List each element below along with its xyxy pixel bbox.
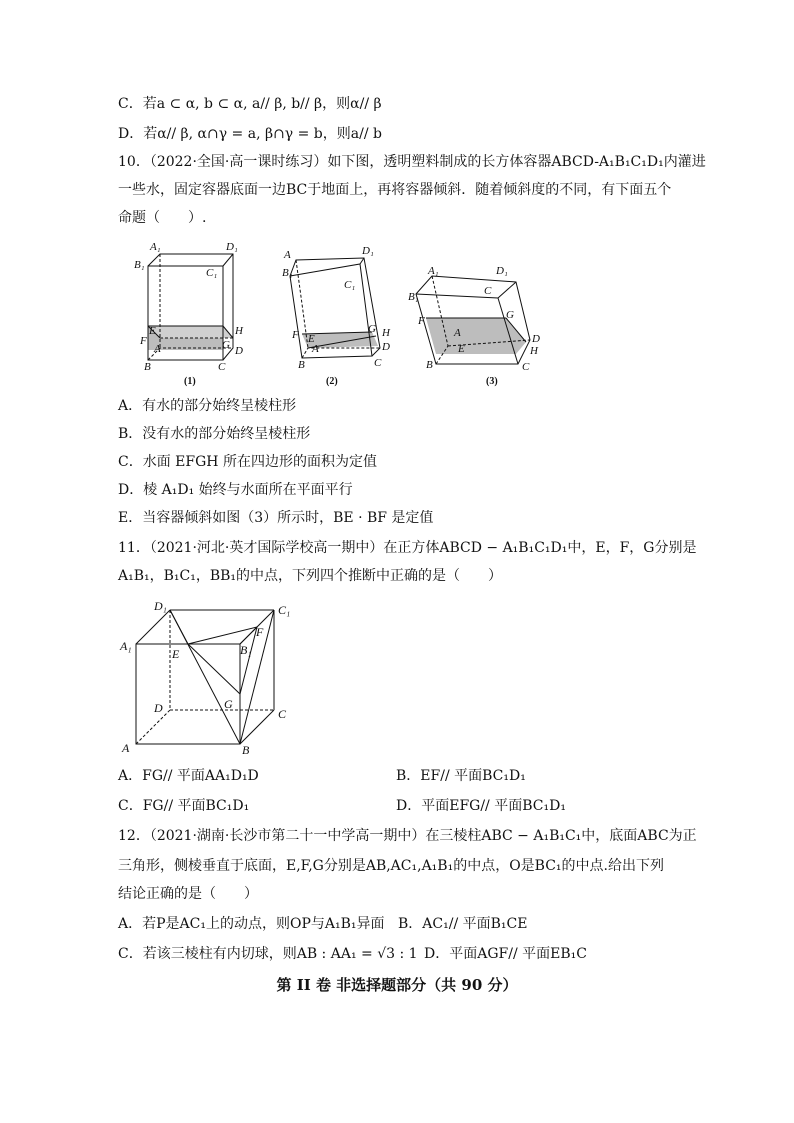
q11-cube-figure [118, 596, 308, 756]
q12-option-d: D．平面AGF// 平面EB₁C [424, 946, 587, 962]
fig3-label-d: D [532, 333, 540, 345]
fig1-label-f: F [140, 335, 147, 347]
fig3-label-a: A [454, 327, 461, 339]
fig1-label-b: B [144, 361, 151, 373]
fig2-label-c: C [374, 357, 382, 369]
fig2-caption: (2) [326, 376, 338, 387]
fig1-label-d: D [235, 345, 243, 357]
cube-label-d: D [154, 701, 163, 715]
q12-stem-line2: 三角形，侧棱垂直于底面，E,F,G分别是AB,AC₁,A₁B₁的中点，O是BC₁的中点.给出下列 [118, 858, 664, 874]
fig1-label-a: A [154, 343, 161, 355]
fig2-label-d: D [382, 341, 390, 353]
fig3-label-c-bottom: C [522, 361, 530, 373]
q12-option-c: C．若该三棱柱有内切球，则AB : AA₁ = √3 : 1 [118, 946, 418, 962]
cube-label-f: F [256, 625, 264, 639]
q10-option-b: B．没有水的部分始终呈棱柱形 [118, 426, 311, 442]
q10-option-a: A．有水的部分始终呈棱柱形 [118, 398, 297, 414]
q12-stem-line1: 12．（2021·湖南·长沙市第二十一中学高一期中）在三棱柱ABC − A₁B₁C₁中，底面ABC为正 [118, 828, 697, 844]
fig2-label-c1: C₁ [344, 279, 356, 291]
fig3-caption: (3) [486, 376, 498, 387]
fig3-label-c: C [484, 285, 492, 297]
cube-label-a1: A₁ [120, 639, 132, 653]
fig2-label-e: E [308, 333, 315, 345]
fig3-label-d1: D₁ [496, 265, 508, 277]
fig3-label-b: B [426, 359, 433, 371]
fig3-label-h: H [530, 345, 538, 357]
q11-option-b: B．EF// 平面BC₁D₁ [396, 768, 526, 784]
q12-stem-line3: 结论正确的是（ ） [118, 886, 258, 902]
fig1-label-d1: D₁ [226, 241, 238, 253]
q11-option-c: C．FG// 平面BC₁D₁ [118, 798, 250, 814]
fig1-label-g: G [222, 339, 230, 351]
cube-label-b: B [242, 743, 250, 756]
fig2-label-d1: D₁ [362, 245, 374, 257]
q12-option-b: B．AC₁// 平面B₁CE [398, 916, 528, 932]
fig1-label-c: C [218, 361, 226, 373]
fig3-label-f: F [418, 315, 425, 327]
fig2-label-a: A [284, 249, 291, 261]
cube-label-d1: D₁ [154, 599, 167, 613]
cube-label-b1: B₁ [240, 643, 252, 657]
q11-stem-line2: A₁B₁，B₁C₁，BB₁的中点，下列四个推断中正确的是（ ） [118, 568, 503, 584]
q10-option-d: D．棱 A₁D₁ 始终与水面所在平面平行 [118, 482, 353, 498]
fig3-label-a1: A₁ [428, 265, 439, 277]
fig1-label-h: H [235, 325, 243, 337]
q11-option-d: D．平面EFG// 平面BC₁D₁ [396, 798, 566, 814]
fig1-label-b1: B₁ [134, 259, 145, 271]
q10-stem-line1: 10．（2022·全国·高一课时练习）如下图，透明塑料制成的长方体容器ABCD-A₁B₁C₁D₁内灌进 [118, 154, 706, 170]
fig1-label-c1: C₁ [206, 267, 218, 279]
cube-label-g: G [224, 697, 233, 711]
q10-option-c: C．水面 EFGH 所在四边形的面积为定值 [118, 454, 377, 470]
q10-stem-line3: 命题（ ）. [118, 210, 207, 226]
fig1-label-e: E [149, 325, 156, 337]
fig2-label-g: G [368, 323, 376, 335]
cube-label-c1: C₁ [278, 603, 291, 617]
q11-stem-line1: 11．（2021·河北·英才国际学校高一期中）在正方体ABCD − A₁B₁C₁D₁中，E，F，G分别是 [118, 540, 697, 556]
fig3-label-e: E [458, 343, 465, 355]
fig2-label-h: H [382, 327, 390, 339]
section-title: 第 II 卷 非选择题部分（共 90 分） [276, 976, 518, 994]
fig2-label-a-lower: A [312, 343, 319, 355]
q10-container-figures [118, 236, 558, 388]
q10-option-e: E．当容器倾斜如图（3）所示时，BE · BF 是定值 [118, 510, 434, 526]
q9-option-c: C．若a ⊂ α, b ⊂ α, a// β, b// β，则α// β [118, 96, 382, 112]
fig2-label-b: B [298, 359, 305, 371]
fig1-caption: (1) [184, 376, 196, 387]
fig2-label-f: F [292, 329, 299, 341]
fig3-label-b1: B₁ [408, 291, 419, 303]
fig3-label-g: G [506, 309, 514, 321]
q12-option-a: A．若P是AC₁上的动点，则OP与A₁B₁异面 [118, 916, 385, 932]
cube-label-c: C [278, 707, 287, 721]
fig2-label-b1: B₁ [282, 267, 293, 279]
fig1-label-a1: A₁ [150, 241, 161, 253]
q9-option-d: D．若α// β, α∩γ = a, β∩γ = b，则a// b [118, 126, 382, 142]
cube-label-e: E [172, 647, 180, 661]
q10-stem-line2: 一些水，固定容器底面一边BC于地面上，再将容器倾斜．随着倾斜度的不同，有下面五个 [118, 182, 672, 198]
cube-label-a: A [122, 741, 130, 755]
q11-option-a: A．FG// 平面AA₁D₁D [118, 768, 259, 784]
